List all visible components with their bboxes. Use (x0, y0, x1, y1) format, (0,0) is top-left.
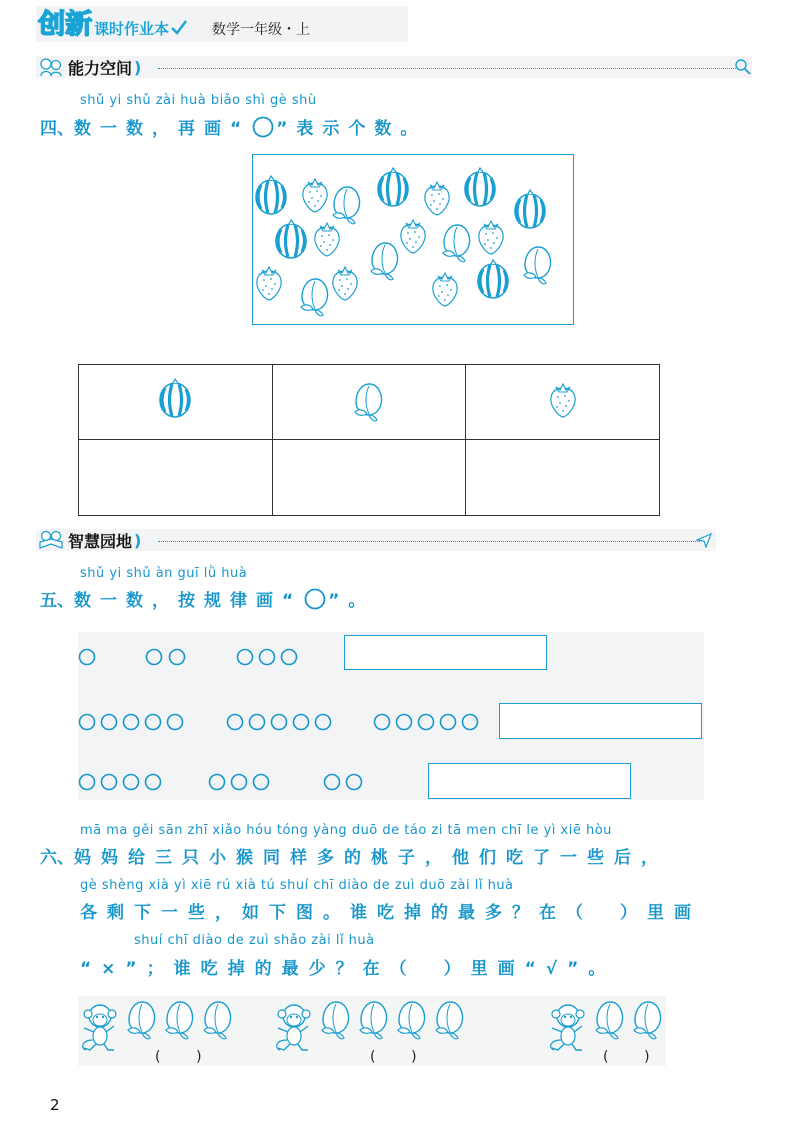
pattern-circle (80, 650, 95, 665)
q4-text-b: ”表示个数。 (276, 119, 427, 139)
answer-cell-peach[interactable] (272, 440, 466, 516)
fruit-picture (252, 154, 574, 325)
watermelon-icon (378, 168, 408, 206)
q6-text-line-3: “×”；谁吃掉的最少？在（ ）里画“√”。 (80, 959, 616, 979)
strawberry-icon (545, 378, 581, 422)
answer-cell-watermelon[interactable] (79, 440, 273, 516)
pattern-circle (147, 650, 162, 665)
section-divider-1 (158, 68, 736, 69)
peach-icon (166, 1002, 193, 1039)
kids-reading-icon (38, 530, 64, 550)
watermelon-icon (515, 190, 545, 228)
monkey-icon (83, 1005, 116, 1050)
q5-question (40, 586, 374, 611)
strawberry-icon (333, 267, 357, 300)
watermelon-icon (478, 260, 508, 298)
circle-symbol-icon (252, 116, 274, 138)
q6-line-1 (40, 843, 668, 868)
table-header-strawberry (466, 365, 660, 440)
peach-icon (634, 1002, 661, 1039)
watermelon-icon (155, 377, 195, 423)
q6-pinyin-3: shuí chī diào de zuì shǎo zài lǐ huà (134, 933, 375, 948)
strawberry-icon (433, 273, 457, 306)
answer-paren-3[interactable]: ( ) (603, 1049, 650, 1065)
magnifier-icon (734, 58, 752, 76)
table-header-watermelon (79, 365, 273, 440)
monkey-group-3 (551, 1002, 661, 1050)
section-band-1 (36, 56, 752, 78)
q5-text-a: 数一数，按规律画“ (74, 591, 303, 611)
peach-icon (322, 1002, 349, 1039)
section-divider-2 (158, 541, 700, 542)
pattern-row-1 (80, 650, 297, 665)
pattern-answer-box-3[interactable] (428, 763, 631, 799)
fruit-scene (253, 155, 575, 326)
section-title-text: 智慧园地 (68, 531, 133, 551)
strawberry-icon (425, 182, 449, 215)
peach-icon (333, 187, 360, 224)
monkey-group-1 (83, 1002, 231, 1050)
answer-paren-1[interactable]: ( ) (155, 1049, 202, 1065)
answer-paren-2[interactable]: ( ) (370, 1049, 417, 1065)
peach-icon (436, 1002, 463, 1039)
section-title-wisdom: 智慧园地 ) (38, 530, 141, 550)
q6-pinyin-2: gè shèng xià yì xiē rú xià tú shuí chī diào de zuì duō zài lǐ huà (80, 878, 514, 893)
brand-logo (38, 8, 188, 40)
q4-number: 四、 (40, 119, 74, 139)
table-header-peach (272, 365, 466, 440)
strawberry-icon (303, 179, 327, 212)
circle-symbol-icon (304, 588, 326, 610)
pattern-row-2 (80, 715, 478, 730)
q5-pinyin: shǔ yi shǔ àn guī lǜ huà (80, 566, 248, 581)
answer-table (78, 364, 660, 516)
q4-text-a: 数一数，再画“ (74, 119, 251, 139)
pattern-circle (260, 650, 275, 665)
strawberry-icon (401, 220, 425, 253)
peach-icon (204, 1002, 231, 1039)
peach-icon (398, 1002, 425, 1039)
pattern-circle (282, 650, 297, 665)
q5-number: 五、 (40, 591, 74, 611)
q4-pinyin: shǔ yi shǔ zài huà biǎo shì gè shù (80, 93, 317, 108)
peach-icon (524, 247, 551, 284)
monkey-icon (551, 1005, 584, 1050)
strawberry-icon (257, 267, 281, 300)
strawberry-icon (479, 221, 503, 254)
peach-icon (128, 1002, 155, 1039)
peach-icon (360, 1002, 387, 1039)
peach-icon (301, 279, 328, 316)
peach-icon (443, 225, 470, 262)
page-number: 2 (50, 1096, 60, 1114)
peach-icon (371, 243, 398, 280)
q6-pinyin-1: mā ma gěi sān zhī xiǎo hóu tóng yàng duō de táo zi tā men chī le yì xiē hòu (80, 823, 612, 838)
q6-text-line-1: 妈妈给三只小猴同样多的桃子，他们吃了一些后， (74, 848, 668, 868)
strawberry-icon (315, 223, 339, 256)
pencil-check-icon (170, 18, 188, 36)
monkey-group-2 (277, 1002, 463, 1050)
answer-cell-strawberry[interactable] (466, 440, 660, 516)
monkey-icon (277, 1005, 310, 1050)
q6-number: 六、 (40, 848, 74, 868)
section-title-text: 能力空间 (68, 58, 133, 78)
peach-icon (349, 375, 389, 425)
pattern-answer-box-1[interactable] (344, 635, 547, 670)
brand-main: 创新 (38, 9, 92, 40)
pattern-answer-box-2[interactable] (499, 703, 702, 739)
kids-icon (38, 57, 64, 77)
pattern-circle (170, 650, 185, 665)
watermelon-icon (256, 176, 286, 214)
q6-text-line-2: 各剩下一些，如下图。谁吃掉的最多？在（ ）里画 (80, 903, 701, 923)
paper-plane-icon (696, 532, 712, 548)
q4-question (40, 114, 426, 139)
q5-text-b: ”。 (328, 591, 375, 611)
pattern-circle (238, 650, 253, 665)
peach-icon (596, 1002, 623, 1039)
subject-label: 数学一年级・上 (212, 22, 310, 38)
pattern-row-3 (80, 775, 362, 790)
watermelon-icon (465, 168, 495, 206)
section-title-ability: 能力空间 ) (38, 57, 141, 77)
watermelon-icon (276, 220, 306, 258)
brand-sub: 课时作业本 (94, 20, 170, 38)
